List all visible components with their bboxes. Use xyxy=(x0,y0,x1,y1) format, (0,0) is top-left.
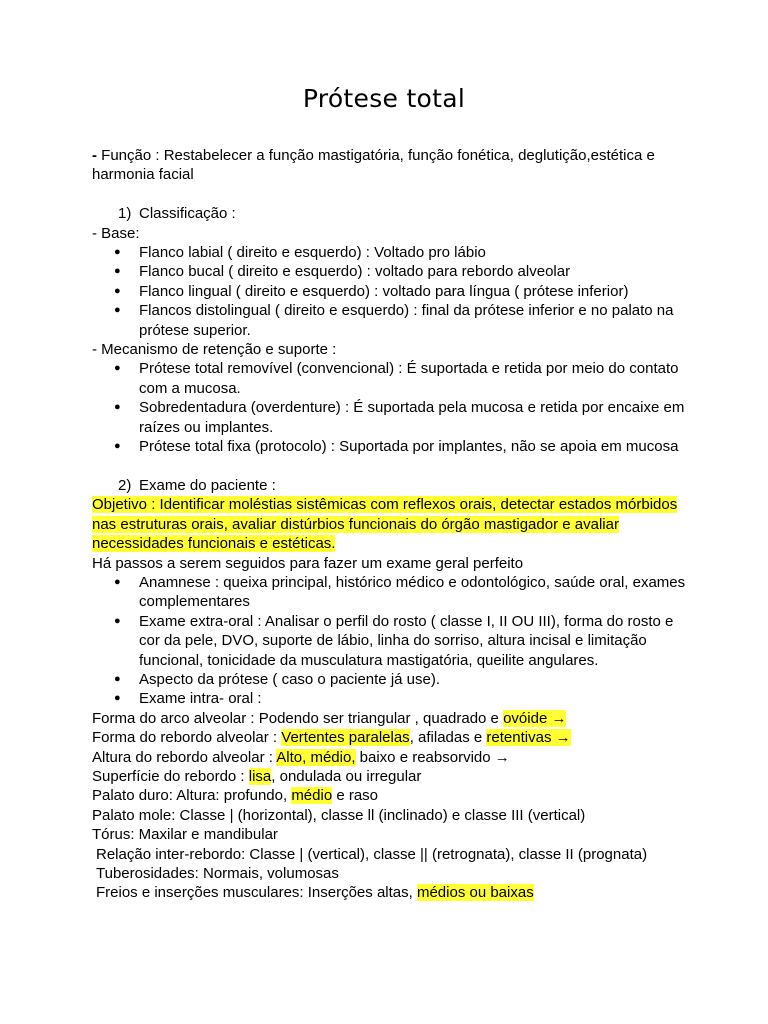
objective-paragraph xyxy=(92,495,692,553)
inter-ridge-line: Relação inter-rebordo: Classe | (vertical), classe || (retrognata), classe II (prognata) xyxy=(96,845,648,863)
list-item: ● Flanco labial ( direito e esquerdo) : Voltado pro lábio xyxy=(92,243,692,262)
ridge-height-line: Altura do rebordo alveolar : Alto, médio, baixo e reabsorvido → xyxy=(92,748,510,766)
base-list xyxy=(92,243,692,340)
intro-text: Função : Restabelecer a função mastigatória, função fonética, deglutição,estética e harmonia facial xyxy=(92,147,655,184)
highlighted-text: Alto, médio, xyxy=(276,748,356,766)
highlighted-text: Vertentes paralelas xyxy=(281,729,410,747)
ridge-surface-line: Superfície do rebordo : lisa, ondulada ou irregular xyxy=(92,767,422,785)
intro-dash: - xyxy=(92,147,97,164)
exam-list xyxy=(92,573,692,709)
list-item: ● Prótese total removível (convencional) : É suportada e retida por meio do contato com a mucosa. xyxy=(92,359,692,398)
highlighted-text: ovóide → xyxy=(503,709,567,727)
document-body xyxy=(92,146,692,903)
tuberosities-line: Tuberosidades: Normais, volumosas xyxy=(96,865,339,882)
mechanism-list xyxy=(92,359,692,456)
list-item: ● Flanco bucal ( direito e esquerdo) : voltado para rebordo alveolar xyxy=(92,262,692,281)
page-title: Prótese total xyxy=(302,84,466,113)
highlighted-text: médios ou baixas xyxy=(416,884,534,902)
section-1-heading: 1) Classificação : xyxy=(118,205,236,223)
highlighted-text: Objetivo : Identificar moléstias sistêmicas com reflexos orais, detectar estados mórbidos nas estruturas orais, avaliar distúrbios funcionais do órgão mastigador e avaliar necessidades funcionais e estéticas. xyxy=(92,496,678,553)
hard-palate-line: Palato duro: Altura: profundo, médio e raso xyxy=(92,787,379,805)
list-item: ● Flancos distolingual ( direito e esquerdo) : final da prótese inferior e no palato na prótese superior. xyxy=(92,301,692,340)
torus-line: Tórus: Maxilar e mandibular xyxy=(92,826,278,844)
list-item: ● Exame intra- oral : xyxy=(92,689,692,708)
highlighted-text: lisa xyxy=(248,767,272,785)
list-item: ● Flanco lingual ( direito e esquerdo) : voltado para língua ( prótese inferior) xyxy=(92,282,692,301)
highlighted-text: retentivas → xyxy=(486,729,571,747)
list-item: ● Sobredentadura (overdenture) : É suportada pela mucosa e retida por encaixe em raízes ou implantes. xyxy=(92,398,692,437)
section-2-heading: 2) Exame do paciente : xyxy=(118,476,276,494)
mechanism-label: - Mecanismo de retenção e suporte : xyxy=(92,341,337,359)
arch-form-line: Forma do arco alveolar : Podendo ser triangular , quadrado e ovóide → xyxy=(92,709,567,727)
steps-intro: Há passos a serem seguidos para fazer um exame geral perfeito xyxy=(92,554,524,572)
list-item: ● Prótese total fixa (protocolo) : Suportada por implantes, não se apoia em mucosa xyxy=(92,437,692,456)
soft-palate-line: Palato mole: Classe | (horizontal), classe ll (inclinado) e classe III (vertical) xyxy=(92,806,586,824)
ridge-form-line: Forma do rebordo alveolar : Vertentes paralelas, afiladas e retentivas → xyxy=(92,729,571,747)
intro-paragraph xyxy=(92,146,692,185)
spacer xyxy=(92,456,692,475)
list-item: ● Exame extra-oral : Analisar o perfil do rosto ( classe I, II OU III), forma do rosto e cor da pele, DVO, suporte de lábio, linha do sorriso, altura incisal e limitação funcional, tonicidade da musculatura mastigatória, queilite angulares. xyxy=(92,612,692,670)
highlighted-text: médio xyxy=(291,787,333,805)
spacer xyxy=(92,185,692,204)
list-item: ● Anamnese : queixa principal, histórico médico e odontológico, saúde oral, exames complementares xyxy=(92,573,692,612)
list-item: ● Aspecto da prótese ( caso o paciente já use). xyxy=(92,670,692,689)
base-label: - Base: xyxy=(92,224,140,242)
frenum-line: Freios e inserções musculares: Inserções altas, médios ou baixas xyxy=(96,884,534,902)
